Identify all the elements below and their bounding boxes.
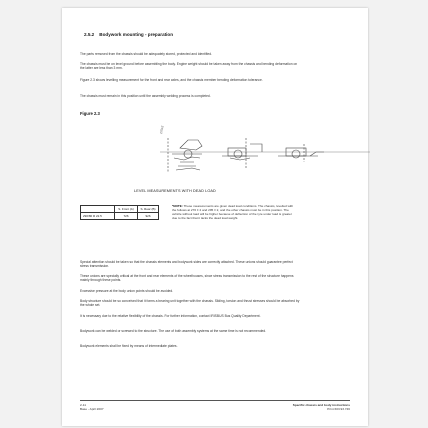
level-measurements-caption: LEVEL MEASUREMENTS WITH DEAD LOAD [134, 189, 216, 193]
body-paragraph-7: Bodywork elements shall be fixed by means of intermediate plates. [80, 344, 178, 348]
section-heading [84, 32, 173, 37]
table-cell: 726 [115, 213, 138, 220]
section-number: 2.5.2 [84, 32, 95, 37]
footer-edition: Base - April 2007 [80, 407, 104, 411]
table-cell: 290/80 R 22.5 [81, 213, 115, 220]
front-axle-drawing [168, 138, 202, 172]
rear-axle-drawing [222, 138, 262, 168]
intro-paragraph-2: The chassis must be on level ground before assembling the body. Engine weight should be taken away from the chassis and bending deformation on the latter are less than 3 mm. [80, 62, 298, 71]
footer-divider [80, 400, 350, 401]
footer-page-number: 2-11 [80, 403, 86, 407]
chassis-level-diagram [150, 118, 370, 190]
table-header-row [81, 206, 159, 213]
body-paragraph-3: Excessive pressure at the body union points should be avoided. [80, 289, 174, 293]
body-paragraph-1: Special attention should be taken so that the chassis elements and bodywork sides are correctly attached. These unions should guarantee perfect stress transmission. [80, 260, 293, 269]
levelling-table [80, 205, 159, 220]
note-label: *NOTE: [172, 204, 183, 208]
table-header-cell: S. Rear (B) [138, 206, 159, 213]
body-paragraph-6: Bodywork can be welded or screwed to the structure. The use of both assembly systems at the same time is not recommended. [80, 329, 267, 333]
footer-left [80, 403, 104, 411]
footer-document-title: Specific chassis and body instructions [292, 403, 350, 407]
intro-paragraph-3: Figure 2.3 shows levelling measurement for the front and rear axles, and the chassis member bending deformation tolerance. [80, 78, 263, 82]
footer-print-code: Print 603.93.746 [327, 407, 350, 411]
table-header-cell: S. Front (A) [115, 206, 138, 213]
table-cell: 926 [138, 213, 159, 220]
intro-paragraph-4: The chassis must remain in this position until the assembly welding process is completed. [80, 94, 211, 98]
table-header-cell [81, 206, 115, 213]
footer-right [293, 403, 350, 411]
document-page [62, 8, 368, 426]
measurement-note [172, 204, 294, 220]
table-row [81, 213, 159, 220]
body-paragraph-2: These unions are specially critical at the front and rear elements of the wheelhouses, since stress transmission to the rest of the structure happens mainly through these points. [80, 274, 294, 283]
body-paragraph-5: It is necessary due to the relative flexibility of the chassis. For further information, contact IRISBUS Bus Quality Department. [80, 314, 261, 318]
note-text: These measurements are given dead load conditions. The chassis, levelled with the follows at 270 ± 2 and 295 ± 2, and the other chassis must be in this position. The vehicle without load will be higher because of deflection of the tyre under load is greater due to the fact that it lacks the dead load weight. [172, 204, 294, 220]
tag-axle-drawing [278, 144, 324, 162]
figure-label: Figure 2.3 [80, 111, 100, 116]
svg-text:270±2: 270±2 [159, 125, 165, 135]
intro-paragraph-1: The parts removed from the chassis should be adequately stored, protected and identified. [80, 52, 212, 56]
body-paragraph-4: Body structure should be so conceived that it forms a bearing unit together with the chassis. Sliding, torsion and thrust stresses should be absorbed by the whole set. [80, 299, 300, 308]
section-title: Bodywork mounting - preparation [99, 32, 174, 37]
